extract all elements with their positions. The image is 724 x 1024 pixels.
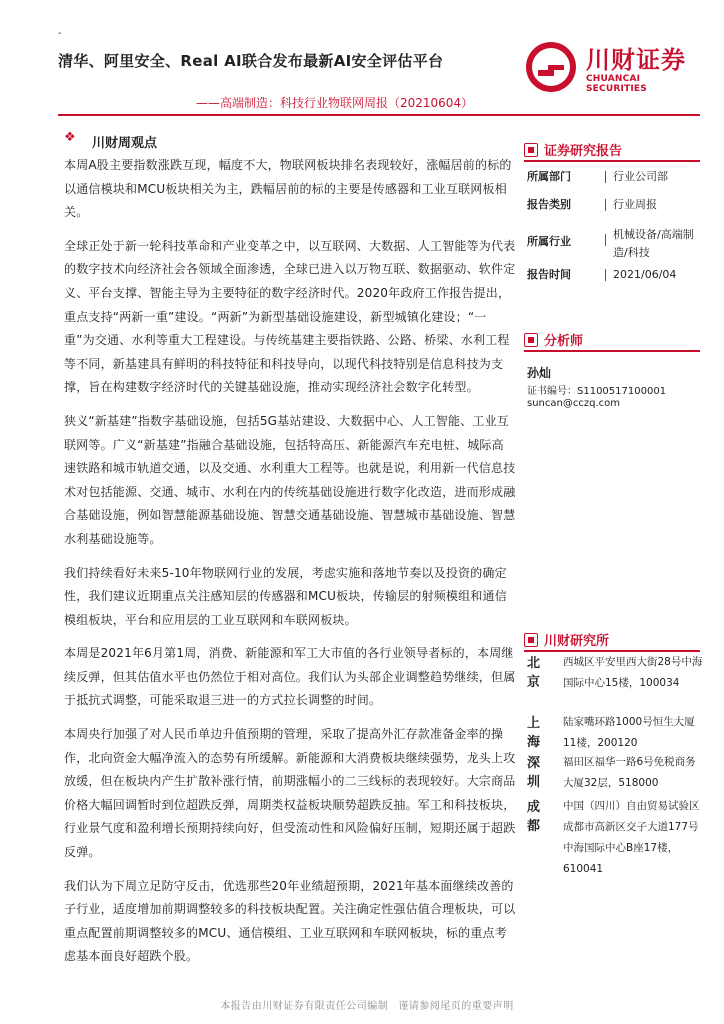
header-mark: -	[58, 28, 62, 39]
footer-left: 本报告由川财证券有限责任公司编制	[220, 1001, 389, 1012]
header-divider	[58, 114, 700, 116]
analyst-email[interactable]: suncan@cczq.com	[527, 398, 620, 409]
report-title: 清华、阿里安全、Real AI联合发布最新AI安全评估平台	[58, 52, 444, 70]
report-info-divider	[524, 160, 700, 162]
paragraph-3: 狭义“新基建”指数字基础设施，包括5G基站建设、大数据中心、人工智能、工业互联网等。广义“新基建”指融合基础设施，包括特高压、新能源汽车充电桩、城际高速铁路和城市轨道交通，以及交通、水利重大工程等。也就是说，利用新一代信息技术对包括能源、交通、城市、水利在内的传统基础设施进行数字化改造，进而形成融合基础设施，例如智慧能源基础设施、智慧交通基础设施、智慧城市基础设施、智慧水利基础设施等。	[64, 413, 516, 546]
footer-right: 谨请参阅尾页的重要声明	[398, 1001, 514, 1012]
paragraph-7: 我们认为下周立足防守反击，优选那些20年业绩超预期，2021年基本面继续改善的子行业，适度增加前期调整较多的科技板块配置。关注确定性强估值合理板块，可以重点配置前期调整较多的MCU、通信模组、工业互联网和车联网板块，标的重点考虑基本面良好超跌个股。	[64, 878, 516, 964]
institute-box-icon	[524, 633, 538, 647]
paragraph-6: 本周央行加强了对人民币单边升值预期的管理，采取了提高外汇存款准备金率的操作，北向资金大幅净流入的态势有所缓解。新能源和大消费板块继续强势，龙头上攻放缓，但在板块内产生扩散补涨行情，前期涨幅小的二三线标的表现较好。大宗商品价格大幅回调暂时到位超跌反弹，周期类权益板块顺势超跌反抽。军工和科技板块，行业景气度和盈利增长预期持续向好，但受流动性和风险偏好压制，短期还属于超跌反弹。	[64, 727, 516, 860]
logo-name-en: CHUANCAI SECURITIES	[586, 74, 647, 94]
analyst-name: 孙灿	[527, 366, 552, 380]
paragraph-1: 本周A股主要指数涨跌互现，幅度不大，物联网板块排名表现较好，涨幅居前的标的以通信模块和MCU板块相关为主，跌幅居前的标的主要是传感器和工业互联网板相关。	[64, 158, 512, 220]
report-box-icon	[524, 143, 538, 157]
paragraph-2: 全球正处于新一轮科技革命和产业变革之中，以互联网、大数据、人工智能等为代表的数字技术向经济社会各领域全面渗透，全球已进入以万物互联、数据驱动、软件定义、平台支撑、智能主导为主要特征的数字经济时代。2020年政府工作报告提出，重点支持“两新一重”建设。“两新”为新型基础设施建设，新型城镇化建设；“一重”为交通、水利等重大工程建设。与传统基建主要指铁路、公路、桥梁、水利工程等不同，新基建具有鲜明的科技特征和科技导向，以现代科技特别是信息科技为支撑，旨在构建数字经济时代的关键基础设施，推动实现经济社会数字化转型。	[64, 238, 516, 395]
report-info-heading: 证券研究报告	[524, 140, 700, 159]
analyst-box-icon	[524, 333, 538, 347]
paragraph-4: 我们持续看好未来5-10年物联网行业的发展，考虑实施和落地节奏以及投资的确定性，我们建议近期重点关注感知层的传感器和MCU板块，传输层的射频模组和通信模组板块，平台和应用层的工业互联网和车联网板块。	[64, 565, 507, 627]
analyst-cert: 证书编号：S1100517100001	[527, 386, 667, 397]
diamond-icon: ❖	[64, 130, 76, 145]
page-footer	[0, 997, 724, 1012]
company-logo	[524, 40, 696, 98]
logo-name-cn: 川财证券	[586, 46, 686, 74]
institute-heading: 川财研究所	[524, 630, 700, 649]
logo-emblem-icon	[524, 40, 578, 94]
analyst-heading: 分析师	[524, 330, 700, 349]
analyst-divider	[524, 350, 700, 352]
section-heading: 川财周观点	[92, 136, 158, 151]
paragraph-5: 本周是2021年6月第1周，消费、新能源和军工大市值的各行业领导者标的，本周继续反弹，但其估值水平也仍然位于相对高位。我们认为头部企业调整趋势继续，但属于抵抗式调整，可能采取退三进一的方式拉长调整的时间。	[64, 646, 516, 708]
report-subtitle: ——高端制造：科技行业物联网周报（20210604）	[196, 96, 474, 110]
main-content	[64, 154, 516, 979]
